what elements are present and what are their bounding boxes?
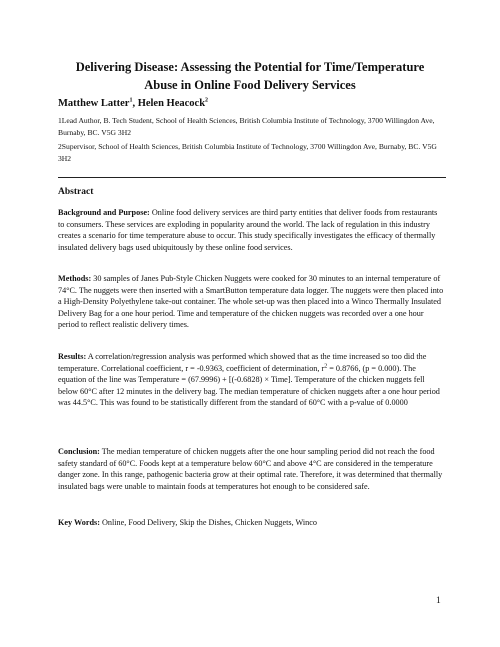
conclusion-text: The median temperature of chicken nuggets after the one hour sampling period did not reach the food safety standard of 60°C. Foods kept at a temperature below 60°C and above 4°C are considered in the temperature danger zone. In this range, pathogenic bacteria grow at their optimal rate. Therefore, it was determined that thermally insulated bags were unable to maintain foods at temperatures hot enough to be considered safe. [58,447,443,491]
paper-title-line-2: Abuse in Online Food Delivery Services [144,78,356,92]
background-text: Online food delivery services are third party entities that deliver foods from restaurants to consumers. These services are exploding in popularity around the world. The lack of regulation in this industry creates a scenario for time temperature abuse to occur. This study specifically investigates the efficacy of thermally insulated delivery bags used ubiquitously by these online food services. [58,208,438,252]
results-text-part-2: = 0.8766, (p = 0.000). The equation of the line was Temperature = (67.9996) + [(-0.6828) × Time]. Temperature of the chicken nuggets fell below 60°C after 12 minutes in the delivery bag. The median temperature of chicken nuggets after a one hour period was 44.5°C. This was found to be statistically different from the standard of 60°C with a p-value of 0.0000 [58,363,440,408]
methods-text: 30 samples of Janes Pub-Style Chicken Nuggets were cooked for 30 minutes to an internal temperature of 74°C. The nuggets were then inserted with a SmartButton temperature data logger. The nuggets were then placed into a High-Density Polyethylene take-out container. The whole set-up was then placed into a Winco Thermally Insulated Delivery Bag for a one hour period. Time and temperature of the chicken nuggets was recorded over a one hour period to reflect realistic delivery times. [58,274,444,330]
conclusion-label: Conclusion: [58,447,100,456]
abstract-heading: Abstract [58,187,94,197]
paper-title [50,58,450,94]
results-text-part-1: A correlation/regression analysis was performed which showed that as the time increased so too did the temperature. Correlational coefficient, r = -0.9363, coefficient of determination, r [58,352,427,373]
background-paragraph [58,207,444,253]
section-divider [58,177,446,178]
keywords-paragraph [58,517,444,529]
methods-label: Methods: [58,274,92,283]
paper-title-line-1: Delivering Disease: Assessing the Potential for Time/Temperature [75,60,425,74]
keywords-text: Online, Food Delivery, Skip the Dishes, Chicken Nuggets, Winco [99,518,318,527]
author-2-affiliation-marker: 2 [205,97,209,104]
author-name-2: Helen Heacock [137,98,206,109]
affiliation-1: 1Lead Author, B. Tech Student, School of Health Sciences, British Columbia Institute of Technology, 3700 Willingdon Ave, Burnaby, BC. V5G 3H2 [58,116,435,137]
results-label: Results: [58,352,87,361]
background-label: Background and Purpose: [58,208,150,217]
page-number: 1 [436,596,441,606]
author-list [58,98,208,109]
author-1-affiliation-marker: 1 [129,97,133,104]
methods-paragraph [58,273,444,331]
conclusion-paragraph [58,446,444,492]
author-name-1: Matthew Latter [58,98,130,109]
results-paragraph [58,351,444,409]
author-separator: , [132,98,138,109]
keywords-label: Key Words: [58,518,100,527]
affiliation-2: 2Supervisor, School of Health Sciences, British Columbia Institute of Technology, 3700 Willingdon Ave, Burnaby, BC. V5G 3H2 [58,142,437,163]
r-squared-superscript: 2 [324,362,328,369]
